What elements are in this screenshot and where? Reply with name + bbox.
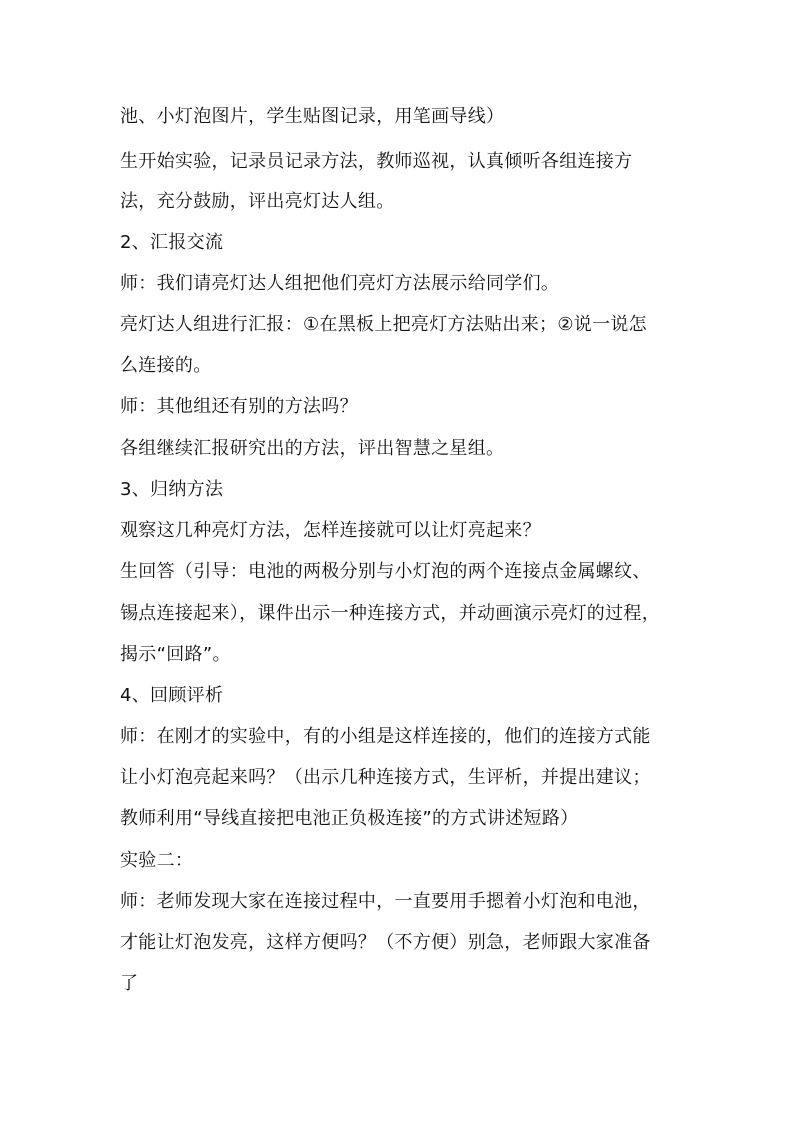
text-line: 锡点连接起来），课件出示一种连接方式，并动画演示亮灯的过程， [120, 603, 660, 624]
text-line: 教师利用“导线直接把电池正负极连接”的方式讲述短路） [120, 808, 579, 829]
text-line: 才能让灯泡发亮，这样方便吗？（不方便）别急，老师跟大家准备 [120, 932, 651, 953]
section-heading: 2、汇报交流 [120, 232, 224, 253]
text-line: 了 [120, 973, 139, 994]
text-line: 揭示“回路”。 [120, 644, 231, 665]
text-line: 观察这几种亮灯方法，怎样连接就可以让灯亮起来？ [120, 520, 541, 541]
section-heading: 实验二： [120, 850, 194, 871]
text-line: 生开始实验，记录员记录方法，教师巡视，认真倾听各组连接方 [120, 151, 633, 172]
text-line: 师：老师发现大家在连接过程中，一直要用手摁着小灯泡和电池， [120, 891, 651, 912]
section-heading: 3、归纳方法 [120, 479, 224, 500]
text-line: 师：我们请亮灯达人组把他们亮灯方法展示给同学们。 [120, 273, 560, 294]
text-line: 师：在刚才的实验中，有的小组是这样连接的，他们的连接方式能 [120, 726, 651, 747]
text-line: 亮灯达人组进行汇报：①在黑板上把亮灯方法贴出来；②说一说怎 [120, 314, 647, 335]
section-heading: 4、回顾评析 [120, 685, 224, 706]
text-line: 池、小灯泡图片，学生贴图记录，用笔画导线） [120, 106, 505, 127]
text-line: 么连接的。 [120, 355, 212, 376]
text-line: 各组继续汇报研究出的方法，评出智慧之星组。 [120, 438, 505, 459]
text-line: 生回答（引导：电池的两极分别与小灯泡的两个连接点金属螺纹、 [120, 561, 651, 582]
text-line: 法，充分鼓励，评出亮灯达人组。 [120, 191, 395, 212]
text-line: 让小灯泡亮起来吗？（出示几种连接方式，生评析，并提出建议； [120, 767, 651, 788]
text-line: 师：其他组还有别的方法吗？ [120, 396, 358, 417]
